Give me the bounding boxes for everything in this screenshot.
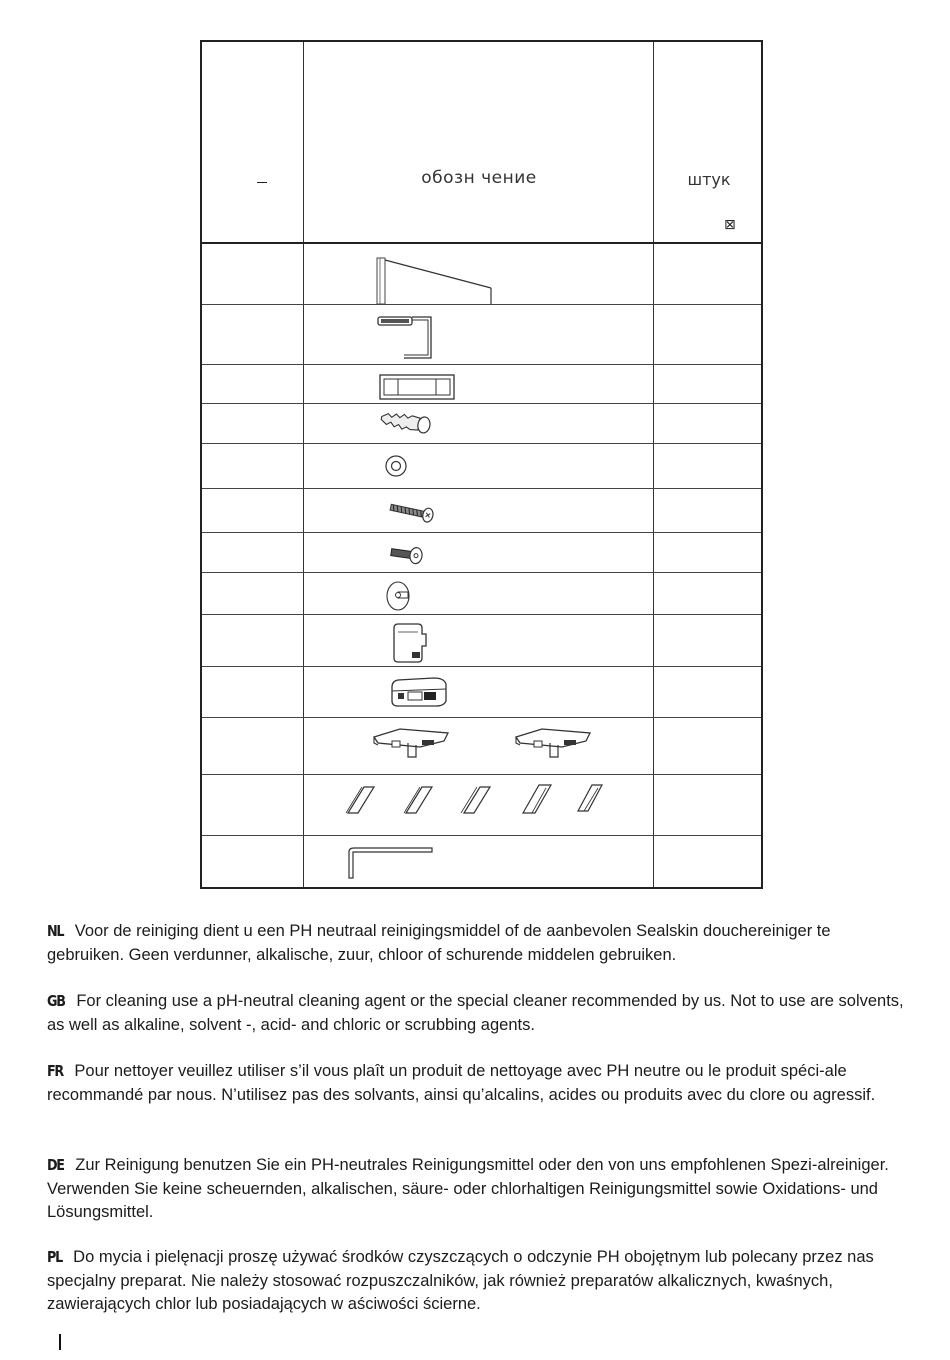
wall-profile-block-illustration [379,374,455,400]
row-separator [202,614,761,615]
cover-cap-illustration [385,579,415,613]
header-separator [202,242,761,244]
instruction-text: Voor de reiniging dient u een PH neutraal reinigingsmiddel of de aanbevolen Sealskin douchereiniger te gebruiken. Geen verdunner, alkalische, zuur, chloor of schurende middelen gebruiken. [47,922,831,964]
row-separator [202,488,761,489]
glass-clamp-illustration [370,725,452,761]
wall-bracket-illustration [376,314,436,360]
spacer-strips-illustration [346,783,616,819]
position-column-header [257,182,267,183]
row-separator [202,572,761,573]
row-separator [202,403,761,404]
language-code: NL [47,922,64,940]
glass-clamp-illustration [512,725,594,761]
language-code: GB [47,992,65,1010]
row-separator [202,443,761,444]
instruction-pl [47,1246,907,1317]
wall-plug-illustration [379,408,435,438]
language-code: DE [47,1156,64,1174]
instruction-gb [47,990,907,1037]
row-separator [202,666,761,667]
row-separator [202,532,761,533]
row-separator [202,717,761,718]
washer-illustration [384,454,408,478]
quantity-column-header: штук [687,170,731,189]
instruction-fr [47,1060,907,1107]
language-code: FR [47,1062,63,1080]
row-separator [202,835,761,836]
page-number-mark [59,1334,61,1350]
description-column-header: обозн чение [421,168,537,188]
end-cap-illustration [390,622,430,664]
short-screw-illustration [388,544,428,566]
profile-connector-illustration [390,675,450,709]
row-separator [202,774,761,775]
language-code: PL [47,1248,62,1266]
instruction-text: Pour nettoyer veuillez utiliser s’il vous plaît un produit de nettoyage avec PH neutre ou le produit spéci-ale recommandé par nous. N’utilisez pas des solvants, ainsi qu’alcalins, acides ou produits avec du clore ou agressif. [47,1062,876,1104]
hex-key-illustration [346,846,436,880]
instruction-text: For cleaning use a pH-neutral cleaning agent or the special cleaner recommended by us. Not to use are solvents, as well as alkaline, solvent -, acid- and chloric or scrubbing agents. [47,992,904,1034]
glass-panel-illustration [375,257,495,305]
parts-table [200,40,763,889]
instruction-nl [47,920,907,967]
quantity-mark: ⊠ [724,217,736,233]
instruction-de [47,1154,907,1225]
long-screw-illustration [388,502,438,524]
instruction-text: Zur Reinigung benutzen Sie ein PH-neutrales Reinigungsmittel oder den von uns empfohlenen Spezi-alreiniger. Verwenden Sie keine scheuernden, alkalischen, säure- oder chlorhaltigen Reinigungsmittel sowie Oxidations- und Lösungsmittel. [47,1156,889,1221]
row-separator [202,364,761,365]
instruction-text: Do mycia i pielęnacji proszę używać środków czyszczących o odczynie PH obojętnym lub polecany przez nas specjalny preparat. Nie należy stosować rozpuszczalników, jak również preparatów alkalicznych, kwaśnych, zawierających chlor lub posiadających w aściwości ścierne. [47,1248,874,1313]
